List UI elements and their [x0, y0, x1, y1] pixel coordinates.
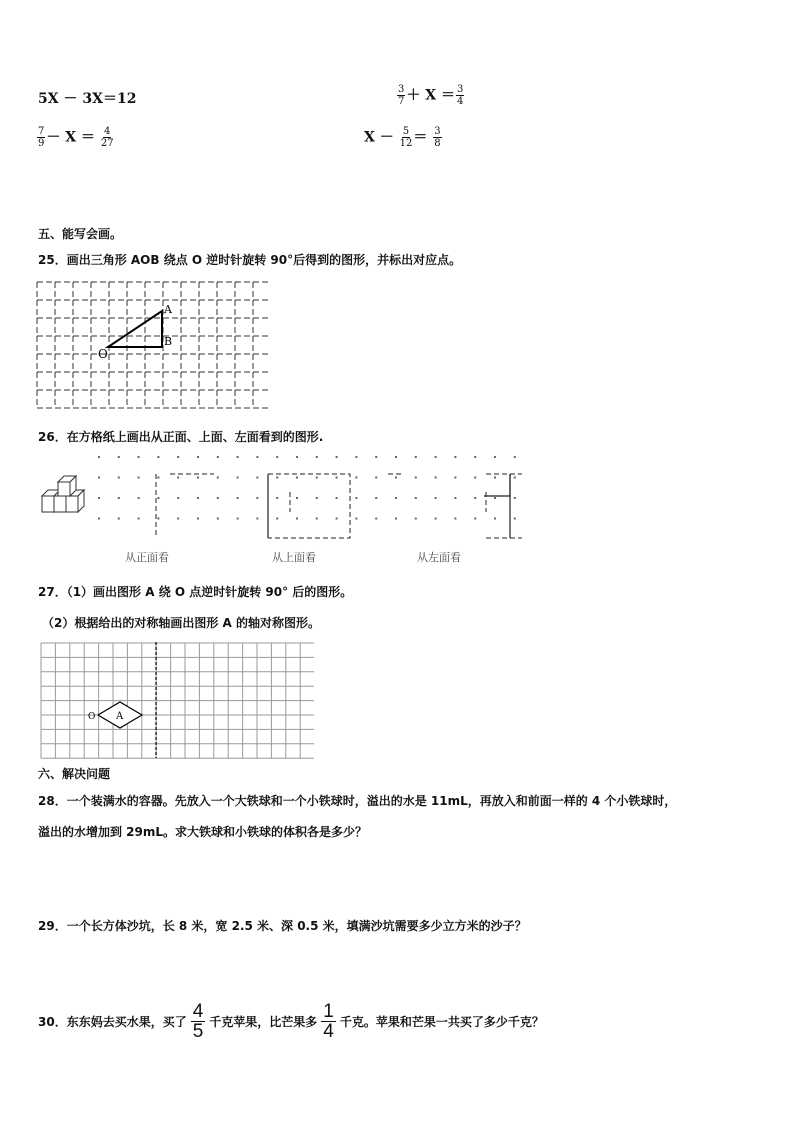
grid-dot	[217, 518, 219, 520]
grid-dot	[217, 477, 219, 479]
label-a: A	[164, 303, 172, 316]
grid-dot	[118, 497, 120, 499]
grid-dot	[435, 456, 437, 458]
grid-dot	[454, 456, 456, 458]
grid-dot	[494, 477, 496, 479]
grid-dot	[237, 497, 239, 499]
question-28-line-1: 28．一个装满水的容器。先放入一个大铁球和一个小铁球时，溢出的水是 11mL，再放入和前面一样的 4 个小铁球时，	[38, 794, 677, 808]
grid-dot	[276, 456, 278, 458]
grid-dot	[316, 497, 318, 499]
grid-dot	[138, 518, 140, 520]
grid-dot	[296, 477, 298, 479]
grid-dot	[336, 497, 338, 499]
grid-dot	[316, 477, 318, 479]
grid-dot	[118, 456, 120, 458]
grid-dot	[276, 477, 278, 479]
question-28-line-2: 溢出的水增加到 29mL。求大铁球和小铁球的体积各是多少？	[38, 825, 368, 839]
grid-dot	[157, 518, 159, 520]
grid-dot	[375, 456, 377, 458]
grid-dot	[454, 477, 456, 479]
grid-dot	[355, 518, 357, 520]
fraction: $\frac{3}{7}$	[398, 84, 405, 107]
grid-dot	[395, 456, 397, 458]
grid-dot	[355, 477, 357, 479]
grid-dot	[494, 456, 496, 458]
grid-dot	[514, 518, 516, 520]
grid-dot	[494, 497, 496, 499]
grid-dot	[395, 477, 397, 479]
question-26: 26．在方格纸上画出从正面、上面、左面看到的图形.	[38, 430, 324, 444]
grid-dot	[395, 518, 397, 520]
q25-grid	[36, 281, 270, 413]
grid-dot	[336, 518, 338, 520]
grid-dot	[435, 497, 437, 499]
grid-dot	[276, 518, 278, 520]
grid-dot	[415, 497, 417, 499]
grid-dot	[336, 477, 338, 479]
dashed-grid-lines	[37, 282, 270, 408]
fraction: 4 5	[192, 1001, 204, 1042]
grid-dot	[217, 497, 219, 499]
equation-4: X － $\frac{5}{12}$ ＝ $\frac{3}{8}$	[364, 126, 441, 149]
grid-dot	[395, 497, 397, 499]
equation-1: 5X － 3X＝12	[38, 91, 137, 107]
grid-dot	[197, 497, 199, 499]
grid-dot	[256, 497, 258, 499]
grid-dot	[355, 497, 357, 499]
question-30: 30．东东妈去买水果，买了 4 5 千克苹果，比芒果多 1 4 千克。苹果和芒果一共买了多少千克？	[38, 1001, 544, 1042]
grid-dot	[474, 477, 476, 479]
square-grid-lines	[41, 643, 314, 758]
cube-stack-icon	[38, 472, 92, 518]
grid-dot	[336, 456, 338, 458]
grid-dot	[415, 477, 417, 479]
grid-dot	[375, 497, 377, 499]
question-27-part-2: （2）根据给出的对称轴画出图形 A 的轴对称图形。	[42, 616, 320, 630]
grid-dot	[454, 518, 456, 520]
grid-dot	[138, 477, 140, 479]
grid-dot	[355, 456, 357, 458]
fraction: $\frac{4}{27}$	[100, 126, 114, 149]
grid-dot	[157, 497, 159, 499]
q26-dot-grid	[92, 452, 532, 546]
grid-dot	[415, 456, 417, 458]
grid-dot	[177, 518, 179, 520]
grid-dot	[474, 456, 476, 458]
fraction: $\frac{5}{12}$	[399, 126, 413, 149]
grid-dot	[296, 518, 298, 520]
q27-grid	[40, 642, 314, 760]
question-27-part-1: 27．（1）画出图形 A 绕 O 点逆时针旋转 90° 后的图形。	[38, 585, 353, 599]
grid-dot	[157, 456, 159, 458]
grid-dot	[197, 477, 199, 479]
grid-dot	[138, 456, 140, 458]
grid-dot	[514, 497, 516, 499]
grid-dot	[415, 518, 417, 520]
grid-dot	[375, 477, 377, 479]
grid-dot	[118, 518, 120, 520]
grid-dot	[494, 518, 496, 520]
grid-dot	[197, 518, 199, 520]
grid-dot	[98, 456, 100, 458]
fraction: $\frac{7}{9}$	[38, 126, 45, 149]
grid-dot	[98, 497, 100, 499]
grid-dot	[237, 456, 239, 458]
grid-dot	[276, 497, 278, 499]
label-b: B	[164, 335, 173, 348]
grid-dot	[256, 518, 258, 520]
grid-dot	[237, 518, 239, 520]
grid-dot	[514, 456, 516, 458]
fraction: 1 4	[323, 1001, 334, 1042]
section-heading: 六、解决问题	[38, 767, 111, 781]
grid-dot	[296, 456, 298, 458]
view-label-left: 从左面看	[417, 551, 461, 564]
grid-dot	[118, 477, 120, 479]
grid-dot	[256, 456, 258, 458]
grid-dot	[454, 497, 456, 499]
grid-dot	[217, 456, 219, 458]
grid-dot	[157, 477, 159, 479]
label-o: O	[98, 347, 108, 361]
grid-dot	[435, 518, 437, 520]
fraction: $\frac{3}{8}$	[434, 126, 441, 149]
grid-dot	[435, 477, 437, 479]
grid-dot	[375, 518, 377, 520]
grid-dot	[177, 497, 179, 499]
grid-dot	[474, 497, 476, 499]
grid-dot	[138, 497, 140, 499]
question-25: 25．画出三角形 AOB 绕点 O 逆时针旋转 90°后得到的图形，并标出对应点。	[38, 253, 462, 267]
triangle-aob	[108, 311, 162, 347]
view-label-front: 从正面看	[125, 551, 169, 564]
dot-grid	[98, 456, 516, 520]
equation-2: $\frac{3}{7}$ ＋ X ＝ $\frac{3}{4}$	[398, 84, 464, 107]
grid-dot	[514, 477, 516, 479]
view-label-top: 从上面看	[272, 551, 316, 564]
grid-dot	[316, 518, 318, 520]
grid-dot	[316, 456, 318, 458]
equation-3: $\frac{7}{9}$ － X ＝ $\frac{4}{27}$	[38, 126, 114, 149]
question-29: 29．一个长方体沙坑，长 8 米，宽 2.5 米、深 0.5 米，填满沙坑需要多少立方米的沙子？	[38, 919, 527, 933]
grid-dot	[237, 477, 239, 479]
grid-dot	[177, 477, 179, 479]
label-a: A	[116, 711, 124, 722]
grid-dot	[177, 456, 179, 458]
grid-dot	[256, 477, 258, 479]
view-solid-lines	[268, 474, 510, 538]
grid-dot	[98, 477, 100, 479]
view-frames	[156, 474, 522, 538]
label-o: O	[88, 712, 96, 722]
fraction: $\frac{3}{4}$	[457, 84, 464, 107]
grid-dot	[98, 518, 100, 520]
grid-dot	[296, 497, 298, 499]
section-heading: 五、能写会画。	[38, 227, 123, 241]
grid-dot	[197, 456, 199, 458]
grid-dot	[474, 518, 476, 520]
